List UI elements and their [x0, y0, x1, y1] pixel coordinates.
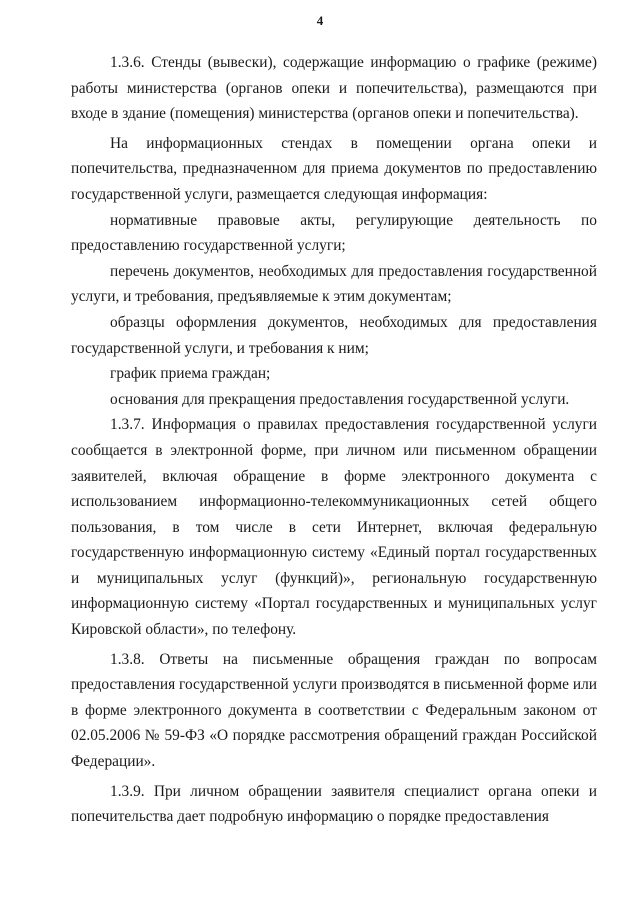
- document-body: [71, 50, 597, 830]
- list-item-termination-grounds: основания для прекращения предоставления государственной услуги.: [110, 390, 570, 408]
- paragraph-1-3-7: 1.3.7. Информация о правилах предоставления государственной услуги сообщается в электронной форме, при личном или письменном обращении заявителей, включая обращение в форме электронного документа с использованием информационно-телекоммуникационных сетей общего пользования, в том числе в сети Интернет, включая федеральную государственную информационную систему «Единый портал государственных и муниципальных услуг (функций)», региональную государственную информационную систему «Портал государственных и муниципальных услуг Кировской области», по телефону.: [71, 416, 597, 639]
- paragraph-1-3-8: 1.3.8. Ответы на письменные обращения граждан по вопросам предоставления государственной услуги производятся в письменной форме или в форме электронного документа в соответствии с Федеральным законом от 02.05.2006 № 59-ФЗ «О порядке рассмотрения обращений граждан Российской Федерации».: [71, 650, 597, 771]
- list-item-reception-schedule: график приема граждан;: [110, 365, 271, 383]
- paragraph-info-stands: На информационных стендах в помещении органа опеки и попечительства, предназначенном для приема документов по предоставлению государственной услуги, размещается следующая информация:: [71, 134, 597, 203]
- list-item-document-samples: образцы оформления документов, необходимых для предоставления государственной услуги, и требования к ним;: [71, 313, 597, 357]
- page-number: 4: [316, 13, 324, 28]
- list-item-document-list: перечень документов, необходимых для предоставления государственной услуги, и требования, предъявляемые к этим документам;: [71, 262, 597, 306]
- paragraph-1-3-9: 1.3.9. При личном обращении заявителя специалист органа опеки и попечительства дает подробную информацию о порядке предоставления: [71, 782, 597, 826]
- list-item-normative-acts: нормативные правовые акты, регулирующие деятельность по предоставлению государственной услуги;: [71, 211, 597, 255]
- paragraph-1-3-6: 1.3.6. Стенды (вывески), содержащие информацию о графике (режиме) работы министерства (органов опеки и попечительства), размещаются при входе в здание (помещения) министерства (органов опеки и попечительства).: [71, 54, 597, 123]
